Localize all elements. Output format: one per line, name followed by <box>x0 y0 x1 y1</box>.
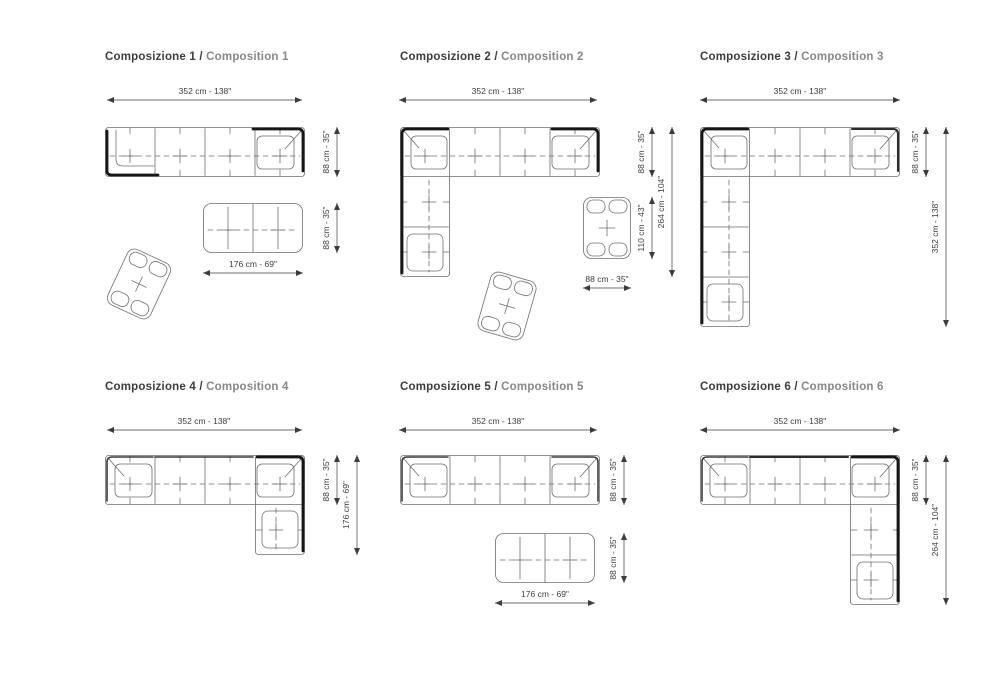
dim-label-bench-width: 176 cm - 69" <box>229 259 277 269</box>
dim-label-total-height: 352 cm - 138" <box>930 200 940 254</box>
composition-6-title <box>700 381 884 393</box>
dim-label-width: 352 cm - 138" <box>177 416 231 426</box>
title-italian: Composizione 3 <box>700 51 791 63</box>
dim-label-depth: 88 cm - 35" <box>636 130 646 174</box>
dim-label-depth: 88 cm - 35" <box>910 130 920 174</box>
dim-label-depth: 88 cm - 35" <box>321 130 331 174</box>
composition-4 <box>90 375 390 615</box>
dim-label-depth: 88 cm - 35" <box>321 458 331 502</box>
dim-label-width: 352 cm - 138" <box>178 86 232 96</box>
armchair-plan <box>584 198 631 259</box>
dim-label-width: 352 cm - 138" <box>773 86 827 96</box>
dim-label-armchair-height: 110 cm - 43" <box>636 204 646 252</box>
sofa-plan <box>701 128 900 327</box>
composition-1-title <box>105 51 289 63</box>
title-separator: / <box>490 381 502 393</box>
composition-2 <box>390 45 710 375</box>
title-english: Composition 3 <box>801 51 884 63</box>
dimension-lines <box>399 430 624 603</box>
dim-label-bench-width: 176 cm - 69" <box>521 589 569 599</box>
dim-label-width: 352 cm - 138" <box>471 416 525 426</box>
dim-label-bench-depth: 88 cm - 35" <box>321 206 331 250</box>
title-english: Composition 5 <box>501 381 584 393</box>
dim-label-total-height: 264 cm - 104" <box>656 175 666 229</box>
sofa-plan <box>401 128 600 277</box>
composition-5 <box>390 375 670 625</box>
sofa-plan <box>106 456 305 555</box>
dim-label-width: 352 cm - 138" <box>471 86 525 96</box>
title-english: Composition 6 <box>801 381 884 393</box>
title-italian: Composizione 5 <box>400 381 491 393</box>
composition-6 <box>685 375 985 645</box>
title-separator: / <box>790 51 802 63</box>
dim-label-total-height: 176 cm - 69" <box>341 481 351 529</box>
dimension-lines <box>107 430 357 555</box>
dim-label-width: 352 cm - 138" <box>773 416 827 426</box>
sofa-plan <box>701 456 900 605</box>
title-separator: / <box>195 381 207 393</box>
title-italian: Composizione 2 <box>400 51 491 63</box>
composition-3 <box>685 45 985 375</box>
title-english: Composition 2 <box>501 51 584 63</box>
sofa-plan <box>401 456 600 505</box>
composition-1 <box>90 45 390 375</box>
composition-5-title <box>400 381 584 393</box>
title-italian: Composizione 1 <box>105 51 196 63</box>
composition-5-drawing <box>390 375 670 625</box>
dim-label-depth: 88 cm - 35" <box>608 458 618 502</box>
title-separator: / <box>195 51 207 63</box>
dim-label-depth: 88 cm - 35" <box>910 458 920 502</box>
sofa-plan <box>106 128 305 177</box>
bench-plan <box>496 534 595 583</box>
title-separator: / <box>790 381 802 393</box>
dim-label-bench-depth: 88 cm - 35" <box>608 536 618 580</box>
title-italian: Composizione 4 <box>105 381 196 393</box>
armchair-plan-rotated <box>105 246 173 321</box>
title-italian: Composizione 6 <box>700 381 791 393</box>
armchair-plan-rotated <box>476 270 538 342</box>
composition-3-title <box>700 51 884 63</box>
bench-plan <box>204 204 303 253</box>
dim-label-total-height: 264 cm - 104" <box>930 503 940 557</box>
title-separator: / <box>490 51 502 63</box>
composition-4-title <box>105 381 289 393</box>
title-english: Composition 4 <box>206 381 289 393</box>
title-english: Composition 1 <box>206 51 289 63</box>
dim-label-armchair-width: 88 cm - 35" <box>585 274 629 284</box>
composition-2-title <box>400 51 584 63</box>
